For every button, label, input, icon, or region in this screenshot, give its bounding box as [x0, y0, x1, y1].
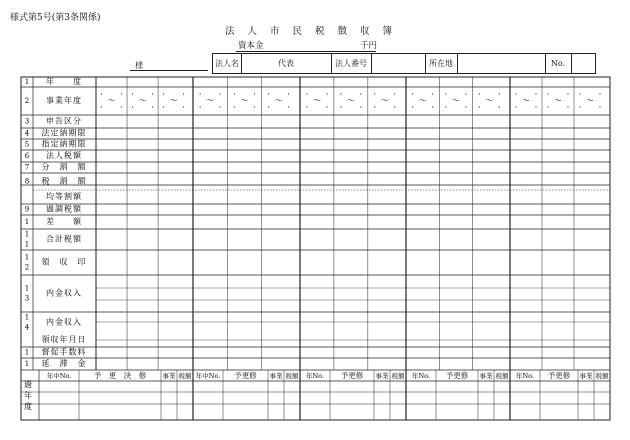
- dot-mark: ・: [149, 104, 156, 112]
- row-label: 均等割額: [46, 192, 82, 201]
- capital-label: 資本金: [238, 41, 264, 51]
- dot-mark: ・: [180, 91, 187, 99]
- period-mark: ～: [485, 96, 494, 105]
- row-number: 1: [24, 348, 30, 357]
- dot-mark: ・: [532, 104, 540, 112]
- row-number: 1: [24, 218, 30, 226]
- bottom-header: 予更修: [547, 371, 571, 380]
- dot-mark: ・: [596, 104, 604, 112]
- row-label: 延 滞 金: [41, 359, 87, 368]
- period-mark: ～: [380, 96, 389, 105]
- dot-mark: ・: [118, 91, 125, 99]
- row-label: 申告区分: [46, 116, 82, 126]
- row-label: 法定納期限: [41, 128, 87, 138]
- bottom-header: 年中No.: [46, 372, 72, 380]
- period-mark: ～: [586, 96, 594, 105]
- address-label: 所在地: [429, 59, 453, 68]
- bottom-header: 予更修: [445, 371, 469, 380]
- row-number: 3: [24, 294, 30, 303]
- dot-mark: ・: [429, 91, 436, 99]
- side-label-char: 年: [24, 391, 32, 400]
- corp-name-label: 法人名: [215, 59, 239, 68]
- row-number: 2: [24, 263, 30, 272]
- dot-mark: ・: [160, 104, 167, 112]
- dot-mark: ・: [197, 104, 204, 112]
- period-mark: ～: [346, 96, 355, 105]
- dot-mark: ・: [180, 104, 187, 112]
- dot-mark: ・: [129, 91, 136, 99]
- dot-mark: ・: [576, 104, 584, 112]
- dot-mark: ・: [532, 91, 540, 99]
- dot-mark: ・: [544, 104, 552, 112]
- dot-mark: ・: [462, 104, 469, 112]
- dot-mark: ・: [217, 91, 224, 99]
- bottom-header: 事業: [579, 372, 593, 380]
- dot-mark: ・: [337, 91, 344, 99]
- dot-mark: ・: [149, 91, 156, 99]
- dot-mark: ・: [337, 104, 344, 112]
- row-number: 5: [24, 140, 30, 149]
- dot-mark: ・: [442, 91, 449, 99]
- dot-mark: ・: [391, 104, 398, 112]
- dot-mark: ・: [357, 104, 364, 112]
- row-label: 事業年度: [46, 96, 82, 105]
- row-label: 領 収 印: [41, 257, 87, 267]
- dot-mark: ・: [303, 91, 310, 99]
- dot-mark: ・: [512, 91, 520, 99]
- dot-mark: ・: [576, 91, 584, 99]
- dot-mark: ・: [442, 104, 449, 112]
- period-mark: ～: [554, 96, 562, 105]
- row-label: 税 割 額: [41, 176, 87, 186]
- period-mark: ～: [522, 96, 530, 105]
- dot-mark: ・: [323, 91, 330, 99]
- dot-mark: ・: [285, 104, 292, 112]
- bottom-header: 年No.: [305, 372, 325, 380]
- row-label: 差 額: [46, 217, 82, 226]
- dot-mark: ・: [265, 91, 272, 99]
- dot-mark: ・: [323, 104, 330, 112]
- bottom-header: 税額: [495, 372, 509, 380]
- dot-mark: ・: [98, 91, 105, 99]
- row-number: 3: [24, 117, 30, 126]
- dot-mark: ・: [429, 104, 436, 112]
- bottom-header: 予更修: [340, 371, 364, 380]
- dot-mark: ・: [564, 91, 572, 99]
- row-label: 指定納期限: [41, 139, 87, 149]
- dot-mark: ・: [391, 91, 398, 99]
- period-mark: ～: [312, 96, 321, 105]
- dot-mark: ・: [303, 104, 310, 112]
- dot-mark: ・: [512, 104, 520, 112]
- bottom-header: 税額: [391, 372, 405, 380]
- page-title: 法人市民税徴収簿: [224, 26, 405, 37]
- dot-mark: ・: [409, 104, 416, 112]
- row-number: 8: [24, 177, 30, 186]
- period-mark: ～: [274, 96, 283, 105]
- dot-mark: ・: [265, 104, 272, 112]
- dot-mark: ・: [251, 104, 258, 112]
- dot-mark: ・: [98, 104, 105, 112]
- bottom-header: 予 更 決 修: [93, 371, 147, 380]
- period-mark: ～: [418, 96, 427, 105]
- row-label: 領収年月日: [41, 335, 87, 344]
- row-number: 1: [24, 360, 30, 368]
- row-label: 年 度: [46, 77, 82, 86]
- bottom-header: 年No.: [411, 372, 431, 380]
- row-label: 合計税額: [46, 234, 82, 244]
- dot-mark: ・: [496, 91, 503, 99]
- dot-mark: ・: [357, 91, 364, 99]
- bottom-header: 年No.: [515, 372, 535, 380]
- corp-number-label: 法人番号: [335, 59, 367, 68]
- bottom-header: 税額: [178, 372, 192, 380]
- row-label: 分 割 額: [41, 162, 87, 172]
- row-number: 1: [24, 230, 30, 239]
- no-label: No.: [550, 59, 566, 68]
- dot-mark: ・: [285, 91, 292, 99]
- bottom-header: 予更修: [234, 371, 257, 380]
- form-number-label: 様式第5号(第3条関係): [10, 13, 101, 23]
- dot-mark: ・: [544, 91, 552, 99]
- dot-mark: ・: [129, 104, 136, 112]
- row-label: 法人税額: [46, 151, 82, 160]
- row-label: 内金収入: [46, 317, 82, 327]
- row-number: 6: [24, 152, 30, 160]
- row-number: 2: [24, 97, 30, 105]
- bottom-header: 事業: [375, 372, 389, 380]
- dot-mark: ・: [462, 91, 469, 99]
- bottom-header: 事業: [269, 372, 283, 380]
- row-number: 1: [24, 78, 30, 86]
- row-number: 4: [24, 129, 30, 138]
- row-number: 1: [24, 313, 30, 322]
- row-number: 1: [24, 253, 30, 262]
- dot-mark: ・: [496, 104, 503, 112]
- bottom-header: 事業: [162, 372, 176, 380]
- period-mark: ～: [240, 96, 249, 105]
- dot-mark: ・: [251, 91, 258, 99]
- dot-mark: ・: [371, 104, 378, 112]
- dot-mark: ・: [476, 91, 483, 99]
- period-mark: ～: [451, 96, 460, 105]
- dot-mark: ・: [476, 104, 483, 112]
- dot-mark: ・: [118, 104, 125, 112]
- bottom-header: 税額: [595, 372, 609, 380]
- representative-field[interactable]: 代表: [278, 59, 294, 68]
- dot-mark: ・: [564, 104, 572, 112]
- period-mark: ～: [107, 96, 116, 105]
- row-label: 督促手数料: [41, 347, 87, 357]
- row-number: 9: [24, 205, 30, 214]
- dot-mark: ・: [231, 104, 238, 112]
- bottom-header: 税額: [285, 372, 299, 380]
- dot-mark: ・: [217, 104, 224, 112]
- dot-mark: ・: [197, 91, 204, 99]
- side-label-char: 過: [24, 380, 32, 389]
- bottom-header: 年中No.: [195, 372, 221, 380]
- dot-mark: ・: [231, 91, 238, 99]
- row-number: 1: [24, 284, 30, 293]
- period-mark: ～: [169, 96, 178, 105]
- dot-mark: ・: [160, 91, 167, 99]
- row-number: 4: [24, 323, 30, 332]
- name-suffix-mark: 様: [135, 61, 143, 70]
- table-border: [21, 77, 610, 420]
- bottom-header: 事業: [479, 372, 493, 380]
- period-mark: ～: [206, 96, 215, 105]
- dot-mark: ・: [371, 91, 378, 99]
- row-number: 7: [24, 163, 30, 172]
- dot-mark: ・: [409, 91, 416, 99]
- dot-mark: ・: [596, 91, 604, 99]
- period-mark: ～: [138, 96, 147, 105]
- row-label: 過調税額: [46, 204, 82, 214]
- row-label: 内金収入: [46, 288, 82, 298]
- row-number: 1: [24, 240, 30, 249]
- capital-unit: 千円: [360, 41, 378, 51]
- side-label-char: 度: [24, 402, 32, 411]
